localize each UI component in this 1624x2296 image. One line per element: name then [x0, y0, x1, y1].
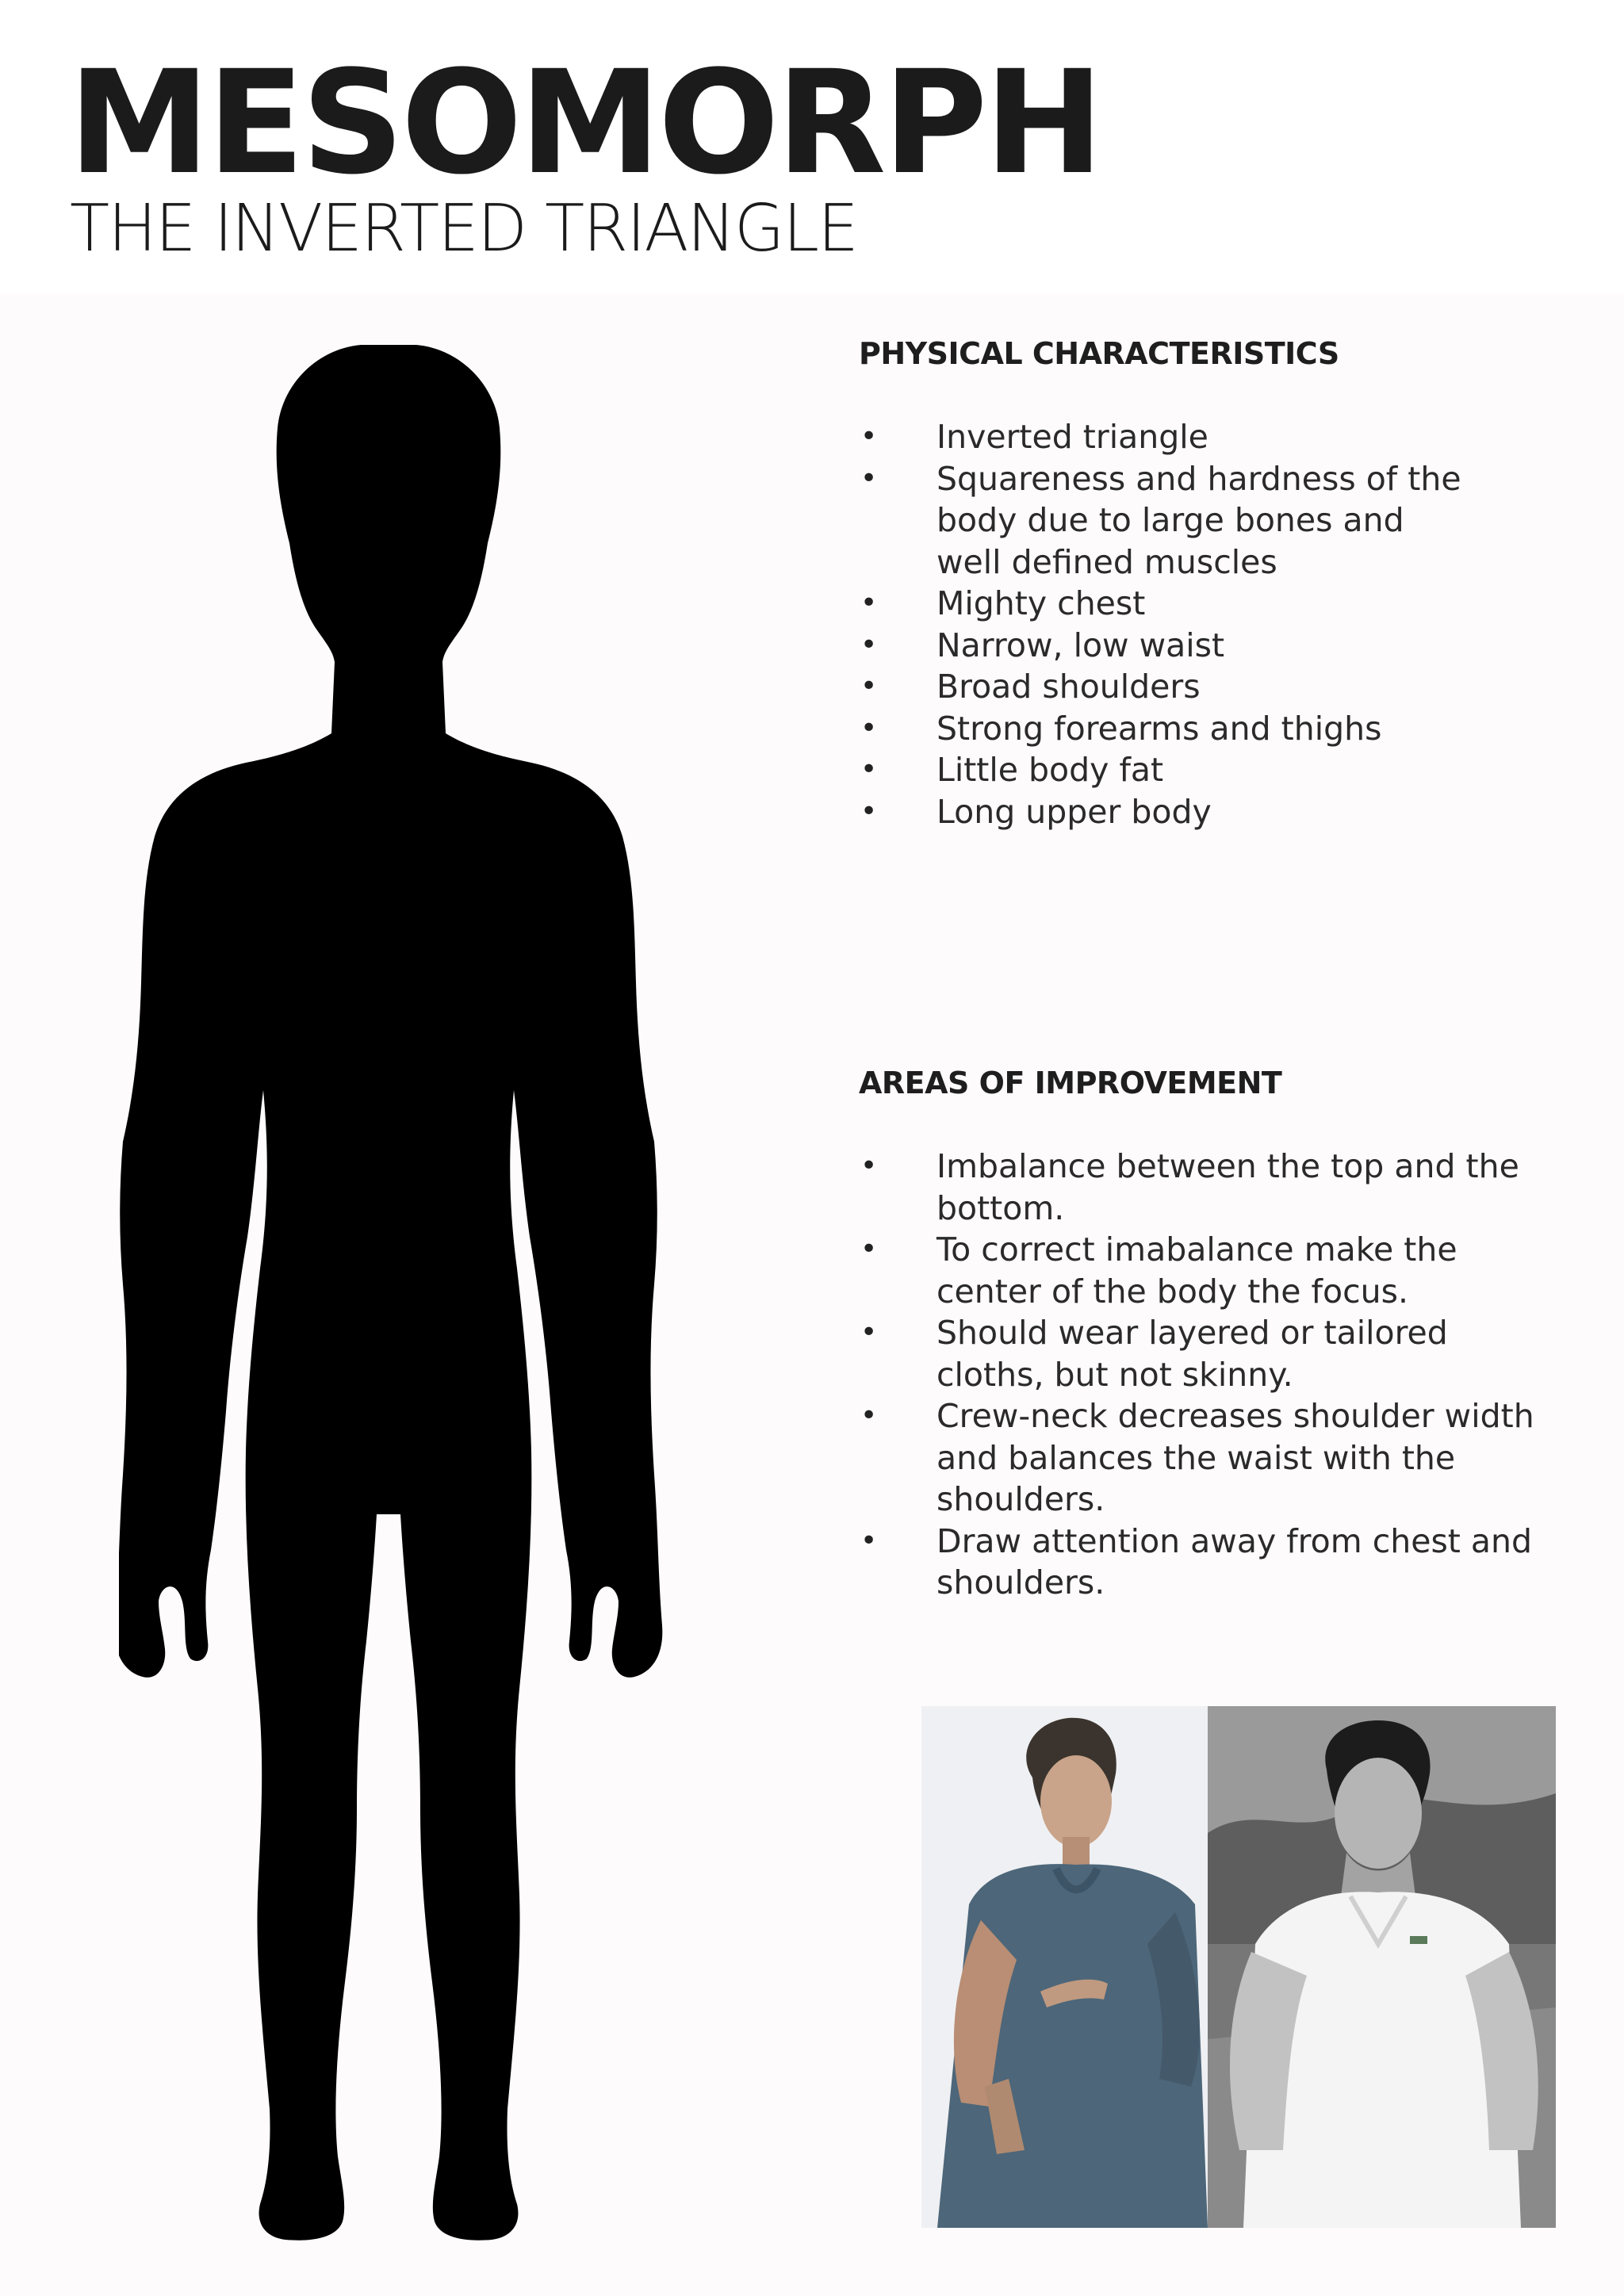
list-item: • Imbalance between the top and the bottom.	[860, 1147, 1519, 1227]
list-item: • Mighty chest	[859, 583, 1461, 625]
list-item: • Crew-neck decreases shoulder width and balances the waist with the shoulders.	[860, 1397, 1534, 1518]
list-item: • Should wear layered or tailored cloths, but not skinny.	[860, 1314, 1448, 1394]
photo-man-blue-tshirt	[921, 1706, 1208, 2228]
bullet-icon: •	[860, 587, 878, 619]
bullet-icon: •	[860, 794, 878, 828]
bullet-icon: •	[860, 753, 878, 786]
bullet-icon: •	[860, 461, 878, 495]
bullet-icon: •	[860, 628, 878, 661]
areas-of-improvement-heading: AREAS OF IMPROVEMENT	[859, 1066, 1282, 1100]
bullet-icon: •	[860, 1316, 878, 1349]
page-subtitle: THE INVERTED TRIANGLE	[70, 191, 857, 266]
photo-man-white-polo	[1208, 1706, 1556, 2228]
bullet-icon: •	[860, 420, 878, 453]
list-item: • Narrow, low waist	[859, 625, 1461, 667]
areas-of-improvement-list	[859, 1146, 1541, 1604]
bullet-icon: •	[860, 1399, 878, 1432]
list-item: • Draw attention away from chest and shoulders.	[860, 1521, 1533, 1601]
list-item: • Squareness and hardness of the body due to large bones and well defined muscles	[860, 459, 1461, 581]
page-title: MESOMORPH	[68, 40, 1101, 206]
list-item: • To correct imabalance make the center of the body the focus.	[860, 1230, 1457, 1311]
male-silhouette-illustration	[119, 341, 745, 2252]
list-item: • Strong forearms and thighs	[859, 708, 1461, 750]
bullet-icon: •	[860, 1233, 878, 1265]
list-item: • Little body fat	[859, 749, 1461, 791]
list-item: • Broad shoulders	[859, 666, 1461, 708]
example-photos	[921, 1706, 1556, 2228]
bullet-icon: •	[860, 670, 878, 702]
bullet-icon: •	[860, 1150, 878, 1182]
list-item: • Long upper body	[859, 791, 1461, 833]
physical-characteristics-list	[859, 416, 1461, 832]
list-item: • Inverted triangle	[859, 416, 1461, 458]
bullet-icon: •	[860, 711, 878, 744]
physical-characteristics-heading: PHYSICAL CHARACTERISTICS	[859, 336, 1339, 371]
bullet-icon: •	[860, 1524, 878, 1557]
